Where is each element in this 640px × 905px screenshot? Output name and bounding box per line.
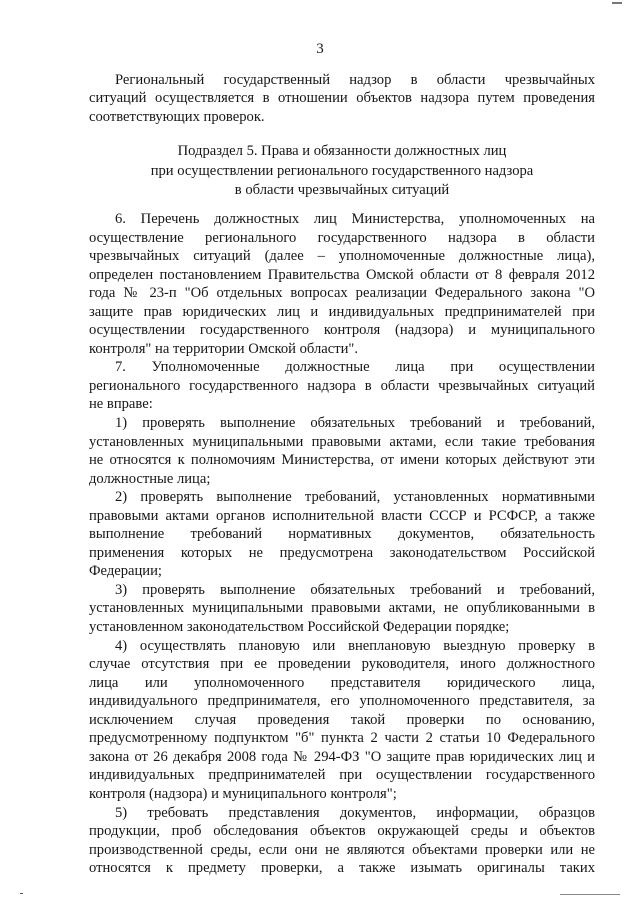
body-line: относятся к предмету проверки, а также изымать оригиналы таких	[89, 860, 595, 877]
intro-line: Региональный государственный надзор в области чрезвычайных	[115, 72, 595, 88]
body-line: чрезвычайных ситуаций (далее – уполномоченные должностные лица),	[89, 248, 595, 265]
scan-artifact	[560, 894, 620, 895]
body-line: установленных муниципальными правовыми актами, не опубликованными в	[89, 600, 595, 617]
page-number: 3	[316, 41, 324, 57]
intro-line: ситуаций осуществляется в отношении объектов надзора путем проведения	[89, 90, 595, 107]
heading-line: в области чрезвычайных ситуаций	[234, 182, 450, 198]
body-line: индивидуального предпринимателя, его уполномоченного представителя, за	[89, 693, 595, 710]
body-line: установленных муниципальными правовыми актами, если такие требования	[89, 433, 595, 450]
body-line: не относятся к полномочиям Министерства, от имени которых действуют эти	[89, 452, 595, 469]
body-line: закона от 26 декабря 2008 года № 294-ФЗ "О защите прав юридических лиц и	[89, 748, 595, 765]
body-line: определен постановлением Правительства Омской области от 8 февраля 2012	[89, 266, 595, 283]
body-line: 5) требовать представления документов, информации, образцов	[115, 804, 595, 821]
body-line: 1) проверять выполнение обязательных требований и требований,	[115, 415, 595, 432]
body-line: установленном законодательством Российской Федерации порядке;	[89, 619, 510, 636]
body-line: 7. Уполномоченные должностные лица при осуществлении	[115, 359, 595, 376]
body-line: регионального государственного надзора в области чрезвычайных ситуаций	[89, 377, 595, 394]
body-text	[89, 210, 595, 878]
body-line: применения которых не предусмотрена законодательством Российской	[89, 544, 595, 561]
heading-line: Подраздел 5. Права и обязанности должностных лиц	[177, 143, 507, 159]
scan-artifact	[612, 2, 622, 4]
body-line: контроля" на территории Омской области".	[89, 340, 359, 357]
body-line: предусмотренному подпунктом "б" пункта 2 части 2 статьи 10 Федерального	[89, 730, 595, 747]
body-line: 4) осуществлять плановую или внеплановую выездную проверку в	[115, 637, 595, 654]
body-line: осуществлении государственного контроля (надзора) и муниципального	[89, 322, 595, 339]
body-line: исключением случая проведения такой проверки по основанию,	[89, 711, 595, 728]
subsection-heading	[89, 142, 595, 201]
body-line: 6. Перечень должностных лиц Министерства, уполномоченных на	[115, 211, 595, 227]
scan-artifact	[20, 893, 23, 894]
body-line: правовыми актами органов исполнительной власти СССР и РСФСР, а также	[89, 507, 595, 524]
heading-line: при осуществлении регионального государственного надзора	[150, 162, 534, 179]
body-line: не вправе:	[89, 396, 153, 413]
body-line: 3) проверять выполнение обязательных требований и требований,	[115, 581, 595, 598]
body-line: года № 23-п "Об отдельных вопросах реализации Федерального закона "О	[89, 285, 595, 302]
body-line: индивидуальных предпринимателей при осуществлении государственного	[89, 767, 595, 784]
body-line: Федерации;	[89, 563, 162, 580]
body-line: осуществление регионального государственного надзора в области	[89, 229, 595, 246]
body-line: 2) проверять выполнение требований, установленных нормативными	[115, 489, 595, 506]
body-line: должностные лица;	[89, 470, 211, 487]
intro-paragraph	[89, 71, 595, 126]
body-line: выполнение требований нормативных документов, обязательность	[89, 526, 595, 543]
body-line: производственной среды, если они не являются объектами проверки или не	[89, 841, 595, 858]
body-line: лица или уполномоченного представителя юридического лица,	[89, 674, 595, 691]
intro-line: соответствующих проверок.	[89, 108, 265, 125]
body-line: защите прав юридических лиц и индивидуальных предпринимателей при	[89, 303, 595, 320]
body-line: продукции, проб обследования объектов окружающей среды и объектов	[89, 823, 595, 840]
body-line: случае отсутствия при ее проведении руководителя, иного должностного	[89, 656, 595, 673]
body-line: контроля (надзора) и муниципального контроля";	[89, 785, 397, 802]
